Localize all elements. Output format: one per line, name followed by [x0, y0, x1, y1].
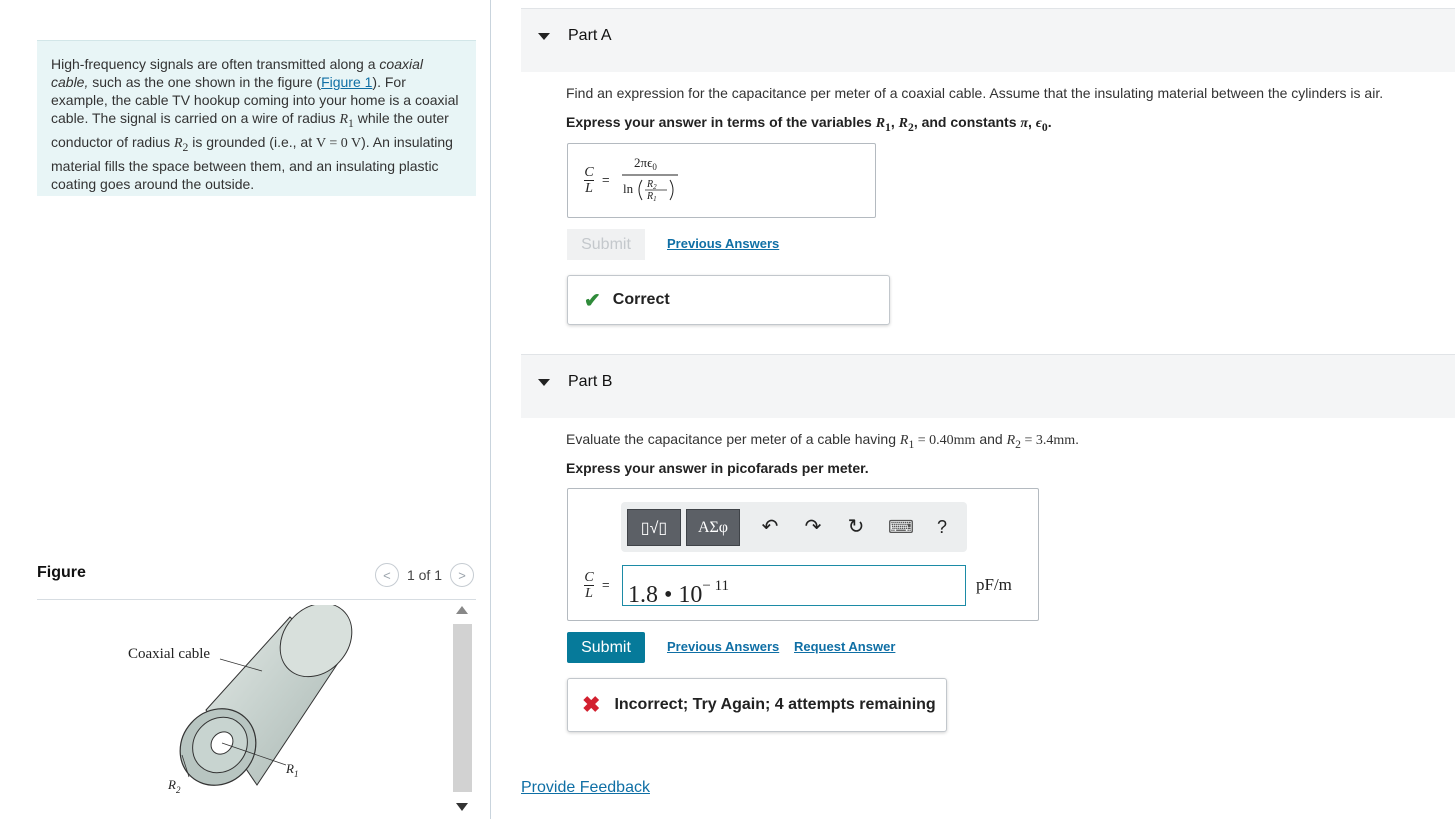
figure-title: Figure: [37, 564, 86, 581]
coaxial-cable-figure: [120, 605, 380, 805]
svg-text:2πϵ0: $2\pi\epsilon_0$: [634, 155, 657, 172]
templates-button[interactable]: ▯√▯: [627, 509, 681, 546]
part-b-answer-box: [567, 488, 1039, 621]
part-b-submit-button[interactable]: Submit: [567, 632, 645, 663]
coaxial-cable-caption: Coaxial cable: [128, 646, 211, 662]
feedback-text: Incorrect; Try Again; 4 attempts remaining: [614, 696, 936, 713]
redo-icon[interactable]: ↷: [804, 516, 822, 538]
intro-text: ). An insulating material fills the space between them, and an insulating plastic coating goes around the outside.: [51, 133, 453, 192]
figure-header: [37, 563, 476, 600]
prev-figure-button[interactable]: <: [375, 563, 399, 587]
intro-text: is grounded (i.e., at: [188, 133, 316, 150]
r2-label: $R_2$: [168, 777, 181, 795]
c-over-l: C L: [584, 570, 594, 601]
intro-text: while the outer conductor of radius: [51, 110, 449, 150]
equals-sign: =: [602, 577, 610, 592]
part-a-question: Find an expression for the capacitance per meter of a coaxial cable. Assume that the insulating material between the cylinders is air.: [566, 85, 1384, 101]
keyboard-icon[interactable]: ⌨: [888, 517, 914, 537]
svg-text:R2: $R_2$: [647, 179, 657, 191]
part-a-title: Part A: [568, 27, 612, 44]
checkmark-icon: ✔: [584, 289, 601, 312]
c-over-l: C L: [584, 165, 594, 196]
r1-symbol: $R_1$: [339, 112, 354, 130]
problem-intro: [37, 40, 476, 196]
reset-icon[interactable]: ↻: [847, 516, 865, 538]
right-panel: [492, 0, 1455, 819]
part-a-header[interactable]: [521, 8, 1455, 72]
help-icon[interactable]: ?: [936, 517, 947, 537]
feedback-text: Correct: [612, 291, 670, 308]
part-b-previous-answers-link[interactable]: Previous Answers: [667, 639, 780, 654]
intro-text: High-frequency signals are often transmitted along a: [51, 56, 380, 72]
part-b-title: Part B: [568, 373, 613, 390]
figure-scrollbar[interactable]: [453, 624, 472, 792]
part-a-submit-button[interactable]: Submit: [567, 229, 645, 260]
figure-link[interactable]: Figure 1: [321, 74, 373, 90]
part-a-instruction: Express your answer in terms of the variables $R_1$, $R_2$, and constants π, $\epsilon_0$.: [566, 114, 1052, 134]
part-b-question: Evaluate the capacitance per meter of a cable having $R_1 = 0.40mm$ and $R_2 = 3.4mm$.: [566, 431, 1080, 451]
part-a-feedback: [567, 275, 890, 325]
math-toolbar: [621, 502, 967, 552]
collapse-caret-icon[interactable]: [538, 379, 550, 386]
provide-feedback-link[interactable]: Provide Feedback: [521, 779, 650, 796]
intro-text: ). For example, the cable TV hookup coming into your home is a coaxial cable. The signal is carried on a wire of radius: [51, 74, 459, 126]
greek-symbols-button[interactable]: ΑΣφ: [686, 509, 740, 546]
unit-label: pF/m: [976, 575, 1012, 594]
scroll-down-arrow[interactable]: [456, 803, 468, 811]
r2-symbol: $R_2$: [173, 135, 189, 154]
x-mark-icon: ✖: [582, 692, 601, 717]
part-a-answer-expression: [620, 152, 690, 212]
next-figure-button[interactable]: >: [450, 563, 474, 587]
svg-text:ln: ln: [623, 181, 634, 196]
undo-icon[interactable]: ↶: [761, 516, 779, 538]
figure-pager: [375, 563, 474, 587]
part-b-header[interactable]: [521, 354, 1455, 418]
answer-input[interactable]: 1.8 • $10^{- 11}$: [622, 565, 966, 606]
equals-sign: =: [602, 172, 610, 187]
part-a-answer-box: [567, 143, 876, 218]
part-b-instruction: Express your answer in picofarads per meter.: [566, 460, 869, 476]
figure-page-indicator: 1 of 1: [406, 567, 442, 583]
intro-emphasis: coaxial cable,: [51, 56, 423, 90]
svg-text:R1: $R_1$: [647, 191, 657, 203]
voltage-expression: V = 0 V: [316, 135, 362, 151]
left-panel: [0, 0, 491, 819]
request-answer-link[interactable]: Request Answer: [794, 639, 896, 654]
intro-text: such as the one shown in the figure (: [88, 74, 322, 90]
r1-label: $R_1$: [286, 761, 299, 779]
collapse-caret-icon[interactable]: [538, 33, 550, 40]
part-b-feedback: [567, 678, 947, 732]
scroll-up-arrow[interactable]: [456, 606, 468, 614]
part-a-previous-answers-link[interactable]: Previous Answers: [667, 236, 780, 251]
